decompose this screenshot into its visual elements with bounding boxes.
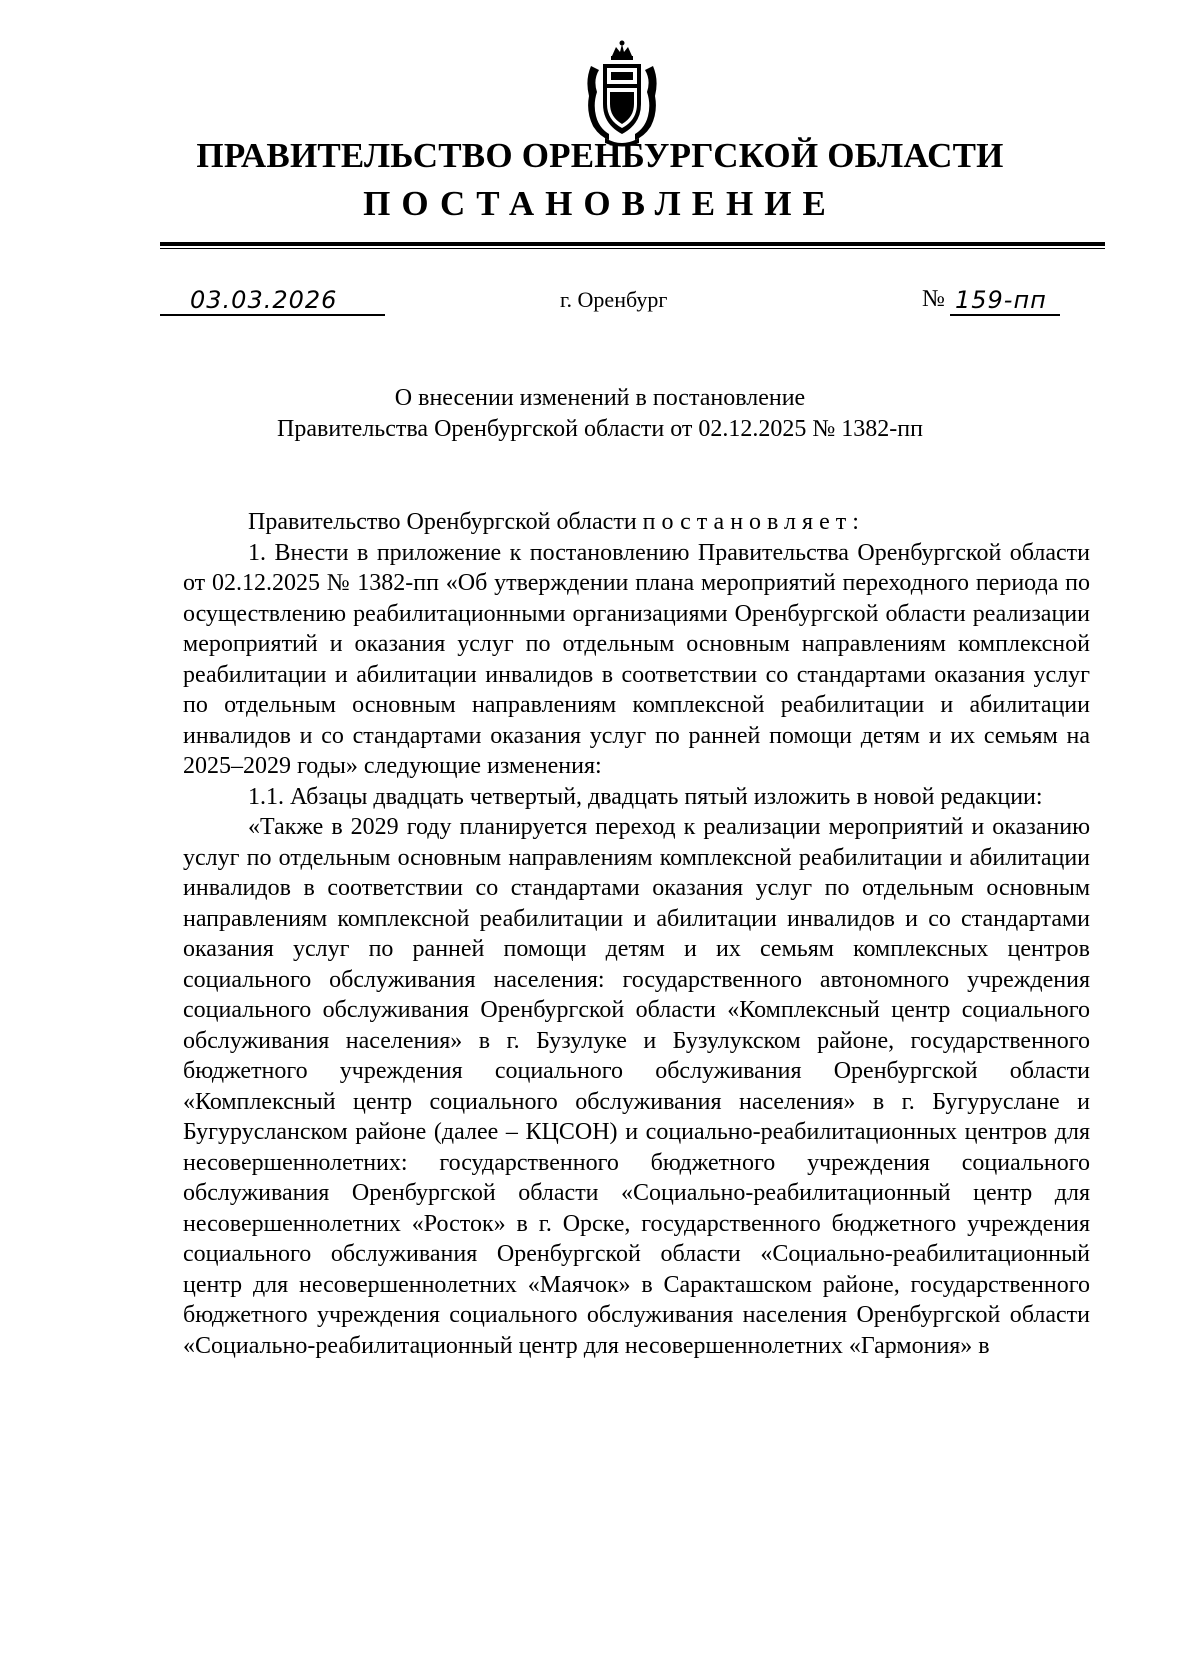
header-divider (160, 242, 1105, 246)
document-subject (150, 383, 1050, 445)
preamble-decree: постановляет: (642, 509, 865, 535)
document-number: 159-пп (955, 286, 1047, 314)
document-date: 03.03.2026 (190, 286, 338, 314)
document-type: ПОСТАНОВЛЕНИЕ (363, 184, 837, 223)
preamble (183, 507, 1090, 538)
city-label: г. Оренбург (560, 287, 668, 312)
subject-line-1: О внесении изменений в постановление (394, 385, 806, 411)
number-label: № (922, 286, 945, 312)
coat-of-arms-icon (583, 40, 661, 148)
document-body (183, 507, 1090, 1361)
date-underline (160, 314, 385, 316)
paragraph-quote: «Также в 2029 году планируется переход к реализации мероприятий и оказанию услуг по отдельным основным направлениям комплексной реабилитации и абилитации инвалидов в соответствии со стандартами оказания услуг по отдельным основным направлениям комплексной реабилитации и абилитации инвалидов и со стандартами оказания услуг по ранней помощи детям и их семьям комплексных центров социального обслуживания населения: государственного автономного учреждения социального обслуживания Оренбургской области «Комплексный центр социального обслуживания населения» в г. Бузулуке и Бузулукском районе, государственного бюджетного учреждения социального обслуживания Оренбургской области «Комплексный центр социального обслуживания населения» в г. Бугуруслане и Бугурусланском районе (далее – КЦСОН) и социально-реабилитационных центров для несовершеннолетних: государственного бюджетного учреждения социального обслуживания Оренбургской области «Социально-реабилитационный центр для несовершеннолетних «Росток» в г. Орске, государственного бюджетного учреждения социального обслуживания Оренбургской области «Социально-реабилитационный центр для несовершеннолетних «Маячок» в Саракташском районе, государственного бюджетного учреждения социального обслуживания населения Оренбургской области «Социально-реабилитационный центр для несовершеннолетних «Гармония» в (183, 814, 1090, 1359)
date-field (160, 286, 385, 316)
government-title: ПРАВИТЕЛЬСТВО ОРЕНБУРГСКОЙ ОБЛАСТИ (196, 136, 1004, 175)
paragraph-1: 1. Внести в приложение к постановлению Правительства Оренбургской области от 02.12.2025 № 1382-пп «Об утверждении плана мероприятий переходного периода по осуществлению реабилитационными организациями Оренбургской области реализации мероприятий и оказания услуг по отдельным основным направлениям комплексной реабилитации и абилитации инвалидов в соответствии со стандартами оказания услуг по отдельным основным направлениям комплексной реабилитации и абилитации инвалидов и со стандартами оказания услуг по ранней помощи детям и их семьям на 2025–2029 годы» следующие изменения: (183, 539, 1090, 779)
paragraph-1-1: 1.1. Абзацы двадцать четвертый, двадцать пятый изложить в новой редакции: (248, 783, 1043, 810)
preamble-text: Правительство Оренбургской области (248, 509, 643, 535)
header-divider-thin (160, 248, 1105, 249)
number-underline (950, 314, 1060, 316)
subject-line-2: Правительства Оренбургской области от 02.12.2025 № 1382-пп (277, 416, 923, 442)
